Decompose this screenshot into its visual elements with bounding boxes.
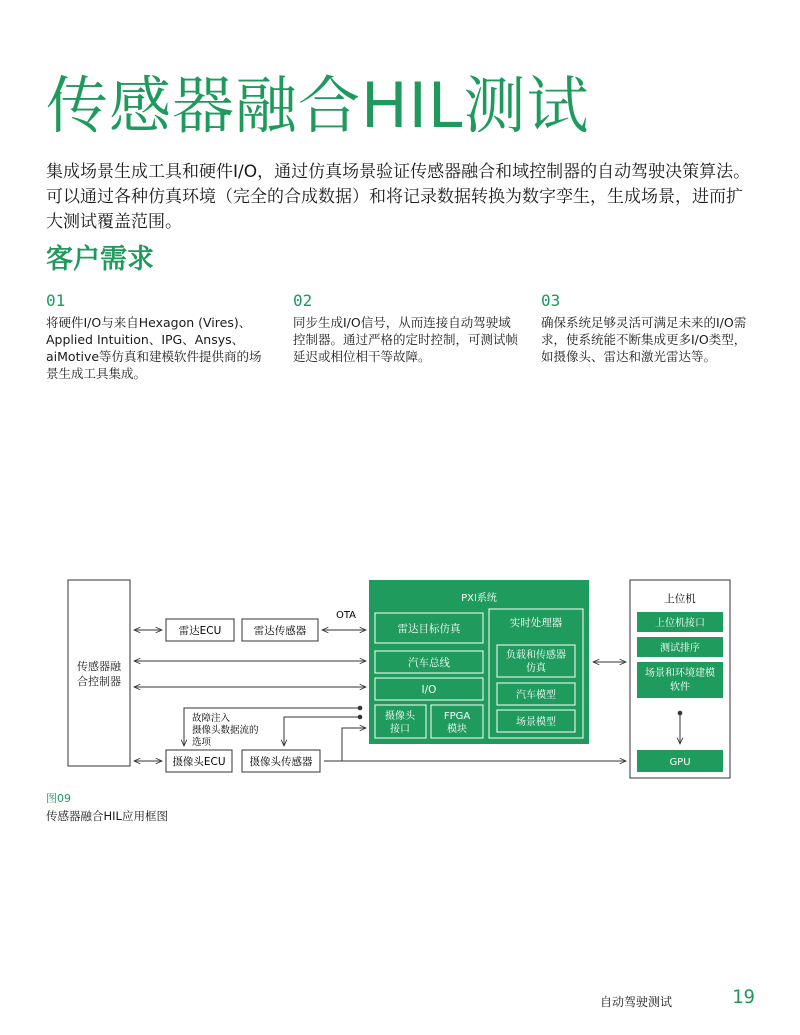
fault-path-camera-sensor: [284, 717, 360, 746]
requirement-item-03: [541, 290, 756, 365]
load-sensor-sim-label-1: 负载和传感器: [506, 650, 566, 661]
hil-block-diagram: [60, 574, 760, 784]
fusion-controller-box: [68, 580, 130, 766]
load-sensor-sim-label-2: 仿真: [526, 663, 546, 674]
fusion-controller-label-2: 合控制器: [77, 675, 121, 688]
fpga-module-label-1: FPGA: [443, 711, 471, 722]
realtime-processor-label: 实时处理器: [509, 617, 563, 629]
fault-path-dot: [358, 706, 363, 711]
camera-interface-label-2: 接口: [390, 724, 410, 735]
radar-sensor-label: 雷达传感器: [253, 625, 307, 637]
requirement-item-02: [293, 290, 518, 365]
requirement-item-01: [46, 290, 271, 382]
figure-label: 图09: [46, 792, 71, 805]
requirement-number: 02: [293, 291, 313, 310]
requirement-text: 同步生成I/O信号，从而连接自动驾驶域控制器。通过严格的定时控制，可测试帧延迟或相位相干等故障。: [293, 315, 519, 364]
requirement-number: 03: [541, 291, 561, 310]
scene-env-software-label-2: 软件: [670, 682, 690, 693]
requirements-heading: 客户需求: [46, 244, 154, 275]
scene-model-label: 场景模型: [516, 717, 556, 728]
vehicle-model-label: 汽车模型: [516, 690, 556, 701]
io-label: I/O: [421, 684, 437, 696]
figure-caption: 传感器融合HIL应用框图: [46, 809, 168, 823]
page-title: 传感器融合HIL测试: [46, 69, 590, 142]
fault-note-line-2: 摄像头数据流的: [192, 725, 259, 736]
gpu-label: GPU: [669, 757, 691, 768]
vehicle-bus-label: 汽车总线: [408, 657, 450, 669]
host-title: 上位机: [664, 593, 696, 605]
test-sequence-label: 测试排序: [660, 643, 700, 654]
scene-env-software-label-1: 场景和环境建模: [645, 668, 715, 679]
camera-interface-label-1: 摄像头: [385, 711, 415, 722]
arrow-camera-sensor-pxi: [324, 728, 366, 761]
camera-sensor-label: 摄像头传感器: [249, 756, 313, 768]
ota-label: OTA: [335, 610, 357, 621]
fault-path-dot: [358, 715, 363, 720]
radar-ecu-label: 雷达ECU: [178, 625, 222, 637]
pxi-title: PXI系统: [461, 593, 497, 604]
radar-target-sim-label: 雷达目标仿真: [397, 623, 461, 635]
fault-note-line-1: 故障注入: [192, 713, 231, 724]
requirement-text: 确保系统足够灵活可满足未来的I/O需求，使系统能不断集成更多I/O类型，如摄像头、雷达和激光雷达等。: [541, 315, 747, 364]
camera-ecu-label: 摄像头ECU: [172, 756, 226, 768]
page-number: 19: [732, 986, 755, 1008]
footer-section: 自动驾驶测试: [600, 995, 673, 1009]
intro-paragraph: 集成场景生成工具和硬件I/O，通过仿真场景验证传感器融合和域控制器的自动驾驶决策算法。可以通过各种仿真环境（完全的合成数据）和将记录数据转换为数字孪生，生成场景，进而扩大测试覆盖范围。: [46, 162, 751, 232]
requirement-text: 将硬件I/O与来自Hexagon (Vires)、Applied Intuition、IPG、Ansys、aiMotive等仿真和建模软件提供商的场景生成工具集成。: [46, 315, 262, 381]
fusion-controller-label-1: 传感器融: [77, 660, 121, 673]
requirement-number: 01: [46, 291, 66, 310]
host-interface-label: 上位机接口: [655, 618, 705, 629]
fault-note-line-3: 选项: [192, 737, 212, 748]
fpga-module-label-2: 模块: [447, 724, 467, 735]
